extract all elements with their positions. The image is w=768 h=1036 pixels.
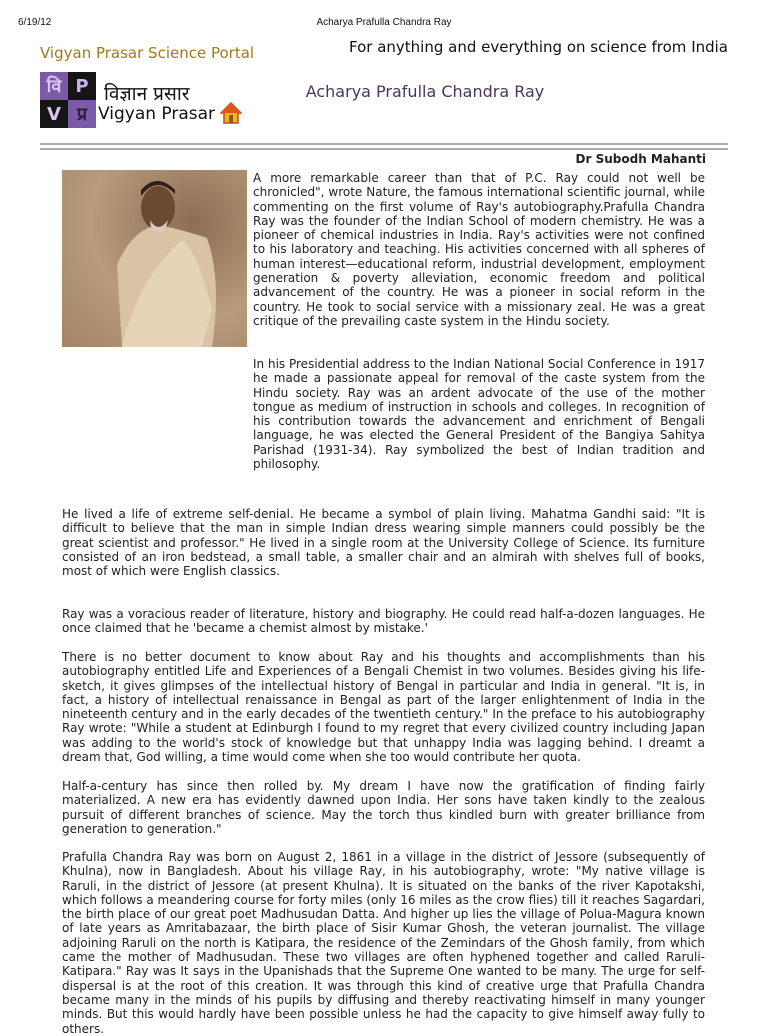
logo-letter: प्र [68, 100, 96, 128]
article-paragraph: He lived a life of extreme self-denial. He became a symbol of plain living. Mahatma Gandhi said: "It is difficult to believe that the man in simple Indian dress wearing simple manners could possibly be the great scientist and professor." He lived in a single room at the University College of Science. Its furniture consisted of an iron bedstead, a small table, a smaller chair and an almirah with shelves full of books, most of which were English classics. [62, 507, 705, 579]
english-site-name: Vigyan Prasar [98, 104, 216, 124]
portrait-photo [62, 170, 247, 347]
logo-letter: V [40, 100, 68, 128]
home-icon[interactable] [220, 102, 242, 124]
article-paragraph: Half-a-century has since then rolled by. My dream I have now the gratification of finding fairly materialized. A new era has evidently dawned upon India. Her sons have taken kindly to the zealous pursuit of different branches of science. May the torch thus kindled burn with greater brilliance from generation to generation." [62, 779, 705, 836]
article-paragraph: A more remarkable career than that of P.C. Ray could not well be chronicled", wrote Nature, the famous international scientific journal, while commenting on the first volume of Ray's autobiography.Prafulla Chandra Ray was the founder of the Indian School of modern chemistry. He was a pioneer of chemical industries in India. Ray's activities were not confined to his laboratory and teaching. His activities concerned with all spheres of human interest—educational reform, industrial development, employment generation & poverty alleviation, economic freedom and political advancement of the country. He was a pioneer in social reform in the country. He took to social service with a missionary zeal. He was a great critique of the prevailing caste system in the Hindu society. [253, 171, 705, 328]
article-paragraph: There is no better document to know about Ray and his thoughts and accomplishments than his autobiography entitled Life and Experiences of a Bengali Chemist in two volumes. Besides giving his life-sketch, it gives glimpses of the intellectual history of Bengal in particular and India in general. "It is, in fact, a history of intellectual renaissance in Bengal as part of the larger enlightenment of India in the nineteenth century and in the early decades of the twentieth century." In the preface to his autobiography Ray wrote: "While a student at Edinburgh I found to my regret that every civilized country including Japan was adding to the world's stock of knowledge but that unhappy India was lagging behind. I dreamt a dream that, God willing, a time would come when she too would contribute her quota. [62, 650, 705, 765]
article-paragraph: In his Presidential address to the Indian National Social Conference in 1917 he made a passionate appeal for removal of the caste system from the Hindu society. Ray was an ardent advocate of the use of the mother tongue as medium of instruction in schools and colleges. In recognition of his contribution towards the advancement and enrichment of Bengali language, he was elected the General President of the Bangiya Sahitya Parishad (1931-34). Ray symbolized the best of Indian tradition and philosophy. [253, 357, 705, 472]
vigyan-prasar-logo[interactable] [40, 72, 96, 128]
hindi-site-name: विज्ञान प्रसार [104, 83, 190, 105]
logo-letter: P [68, 72, 96, 100]
page-title: Acharya Prafulla Chandra Ray [305, 82, 545, 101]
header-divider [40, 143, 728, 150]
author-name: Dr Subodh Mahanti [575, 152, 706, 166]
article-paragraph: Prafulla Chandra Ray was born on August 2, 1861 in a village in the district of Jessore (subsequently of Khulna), now in Bangladesh. About his village Ray, in his autobiography, wrote: "My native village is Raruli, in the district of Jessore (at present Khulna). It is situated on the banks of the river Kapotakshi, which follows a meandering course for forty miles (only 16 miles as the crow flies) till it reaches Sagardari, the birth place of our great poet Madhusudan Datta. And higher up lies the village of Polua-Magura known of late years as Amritabazaar, the birth place of Sisir Kumar Ghosh, the veteran journalist. The village adjoining Raruli on the north is Katipara, the residence of the Zemindars of the Ghosh family, from which came the mother of Madhusudan. These two villages are often hyphened together and called Raruli-Katipara." Ray was It says in the Upanishads that the Supreme One wanted to be many. The urge for self-dispersal is at the root of this creation. It was through this kind of creative urge that Prafulla Chandra became many in the minds of his pupils by diffusing and thereby reactivating himself in many younger minds. But this would hardly have been possible unless he had the capacity to give himself away fully to others. [62, 850, 705, 1036]
print-title: Acharya Prafulla Chandra Ray [316, 17, 452, 28]
logo-letter: वि [40, 72, 68, 100]
portal-name[interactable]: Vigyan Prasar Science Portal [40, 44, 255, 62]
print-date: 6/19/12 [18, 17, 52, 28]
site-tagline: For anything and everything on science from India [349, 38, 728, 56]
article-paragraph: Ray was a voracious reader of literature, history and biography. He could read half-a-dozen languages. He once claimed that he 'became a chemist almost by mistake.' [62, 607, 705, 636]
